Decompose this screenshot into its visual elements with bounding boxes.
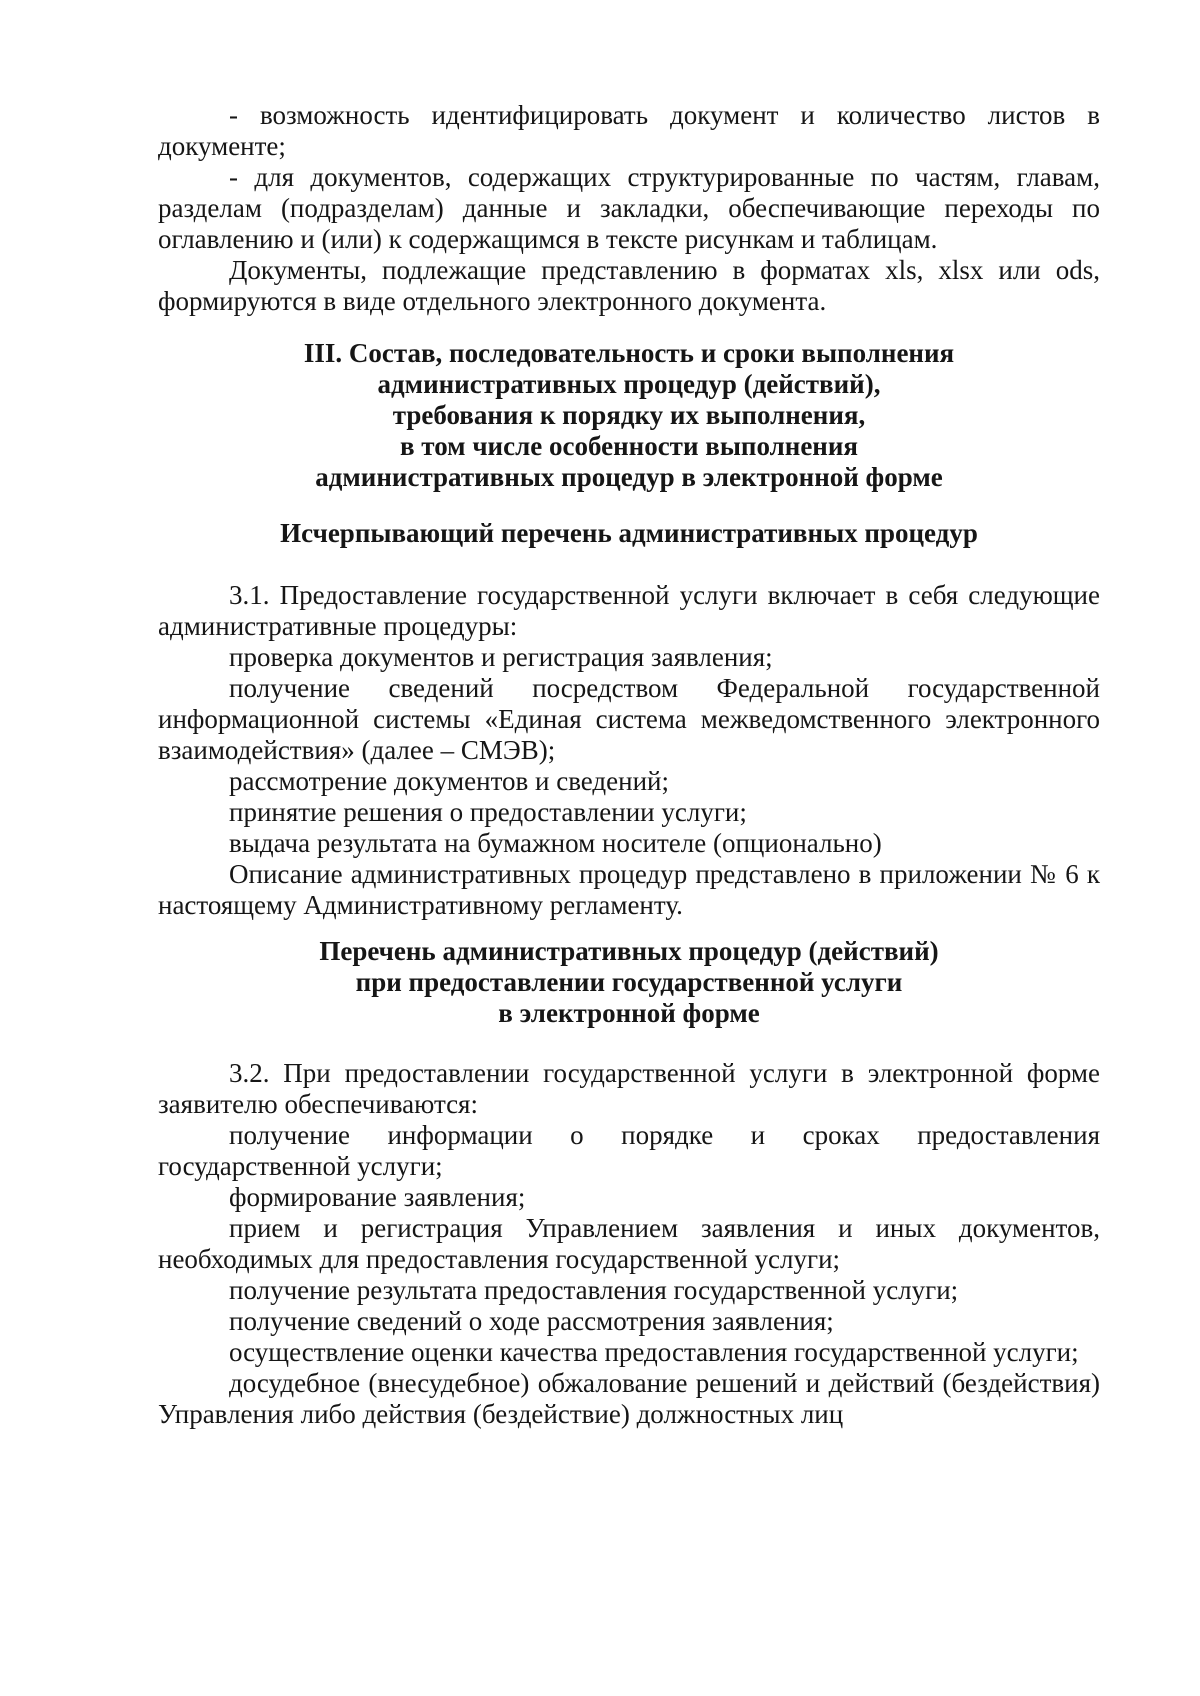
- subsection-2-body: [158, 1058, 1100, 1430]
- heading-line: при предоставлении государственной услуги: [355, 967, 903, 997]
- subsection-1-body: [158, 580, 1100, 921]
- heading-line: Перечень административных процедур (действий): [319, 936, 939, 966]
- paragraph-spreadsheet-formats: Документы, подлежащие представлению в форматах xls, xlsx или ods, формируются в виде отдельного электронного документа.: [158, 255, 1100, 316]
- list-item: досудебное (внесудебное) обжалование решений и действий (бездействия) Управления либо действия (бездействие) должностных лиц: [158, 1368, 1100, 1429]
- heading-line: административных процедур в электронной форме: [315, 462, 943, 492]
- heading-line: III. Состав, последовательность и сроки выполнения: [303, 338, 955, 368]
- list-item: получение сведений посредством Федеральной государственной информационной системы «Единая система межведомственного электронного взаимодействия» (далее – СМЭВ);: [158, 673, 1100, 765]
- list-item: выдача результата на бумажном носителе (опционально): [229, 828, 882, 858]
- list-item: получение информации о порядке и сроках предоставления государственной услуги;: [158, 1120, 1100, 1181]
- heading-line: в том числе особенности выполнения: [399, 431, 859, 461]
- paragraph-3-1: 3.1. Предоставление государственной услуги включает в себя следующие административные процедуры:: [158, 580, 1100, 641]
- list-item: проверка документов и регистрация заявления;: [229, 642, 773, 672]
- paragraph-appendix-reference: Описание административных процедур представлено в приложении № 6 к настоящему Административному регламенту.: [158, 859, 1100, 920]
- section-3-heading: [158, 338, 1100, 493]
- list-item: принятие решения о предоставлении услуги;: [229, 797, 747, 827]
- list-item: прием и регистрация Управлением заявления и иных документов, необходимых для предоставления государственной услуги;: [158, 1213, 1100, 1274]
- list-item: осуществление оценки качества предоставления государственной услуги;: [229, 1337, 1079, 1367]
- intro-block: [158, 100, 1100, 317]
- list-item: получение результата предоставления государственной услуги;: [229, 1275, 959, 1305]
- list-item: рассмотрение документов и сведений;: [229, 766, 669, 796]
- heading-line: административных процедур (действий),: [377, 369, 881, 399]
- subsection-2-heading: [158, 936, 1100, 1029]
- subsection-1-heading: Исчерпывающий перечень административных процедур: [280, 518, 978, 548]
- list-item: формирование заявления;: [229, 1182, 526, 1212]
- paragraph-identify-document: - возможность идентифицировать документ и количество листов в документе;: [158, 100, 1100, 161]
- heading-line: требования к порядку их выполнения,: [392, 400, 866, 430]
- heading-line: в электронной форме: [498, 998, 760, 1028]
- paragraph-3-2: 3.2. При предоставлении государственной услуги в электронной форме заявителю обеспечиваются:: [158, 1058, 1100, 1119]
- list-item: получение сведений о ходе рассмотрения заявления;: [229, 1306, 834, 1336]
- paragraph-structured-documents: - для документов, содержащих структурированные по частям, главам, разделам (подразделам) данные и закладки, обеспечивающие переходы по оглавлению и (или) к содержащимся в тексте рисункам и таблицам.: [158, 162, 1100, 254]
